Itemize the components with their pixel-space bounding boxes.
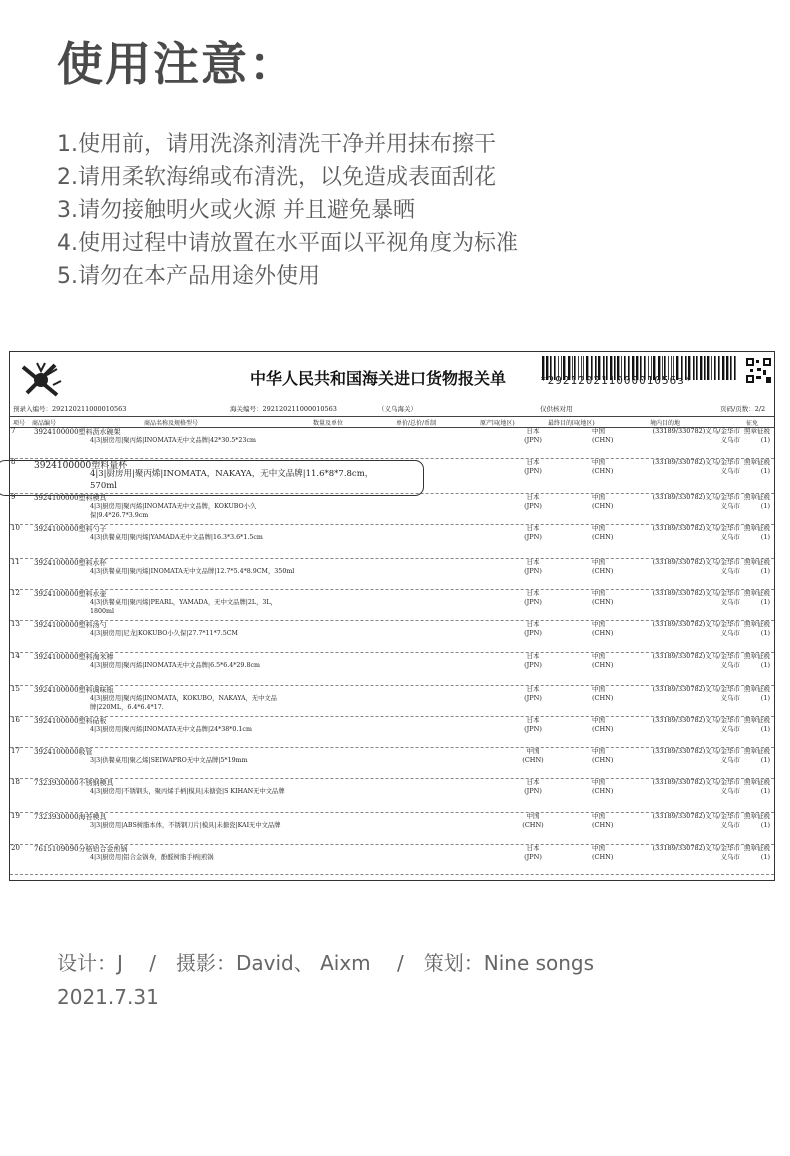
- table-row: [10, 812, 774, 845]
- table-row: [10, 589, 774, 621]
- table-row: [10, 652, 774, 686]
- table-row: [10, 493, 774, 525]
- row-code: 7323930000不锈钢模具: [34, 779, 114, 787]
- row-code: 3924100000塑料汤勺: [34, 621, 107, 629]
- row-tax: 照章征税 (1): [744, 524, 770, 541]
- row-region: (33189/330782)义乌/金华市 义乌市: [652, 747, 740, 764]
- table-row: [10, 427, 774, 459]
- row-no: 9: [11, 493, 16, 501]
- row-dest: 中国 (CHN): [592, 652, 614, 669]
- row-dest: 中国 (CHN): [592, 778, 614, 795]
- note-item: 3.请勿接触明火或火源 并且避免暴晒: [57, 198, 415, 223]
- row-dest: 中国 (CHN): [592, 558, 614, 575]
- row-origin: 中国 (CHN): [522, 812, 544, 829]
- row-dest: 中国 (CHN): [592, 812, 614, 829]
- date: 2021.7.31: [57, 985, 159, 1009]
- header-tax: 征免: [746, 420, 759, 427]
- form-title: 中华人民共和国海关进口货物报关单: [250, 369, 507, 388]
- page-title: 使用注意：: [57, 37, 297, 91]
- row-dest: 中国 (CHN): [592, 458, 614, 475]
- row-origin: 日本 (JPN): [524, 558, 542, 575]
- barcode-text: *29212021100001056з*: [540, 374, 693, 387]
- row-tax: 照章征税 (1): [744, 652, 770, 669]
- row-desc: 4|3|供餐桌用|聚丙烯|INOMATA无中文品牌|12.7*5.4*8.9CM，350ml: [90, 568, 295, 575]
- row-code: 3924100000塑料水杯: [34, 559, 107, 567]
- row-code: 3924100000塑料勺子: [34, 525, 107, 533]
- approval-note: 仅供核对用: [540, 405, 573, 413]
- row-dest: 中国 (CHN): [592, 716, 614, 733]
- row-code: 3924100000塑料砧板: [34, 717, 107, 725]
- row-no: 19: [11, 812, 20, 820]
- row-desc: 4|3|厨房用|聚丙烯|INOMATA无中文品牌|6.5*6.4*29.8cm: [90, 662, 260, 669]
- row-desc: 4|3|供餐桌用|聚丙烯|PEARL，YAMADA，无中文品牌|2L，3L，1800ml: [90, 599, 277, 615]
- note-item: 4.使用过程中请放置在水平面以平视角度为标准: [57, 231, 518, 256]
- row-region: (33189/330782)义乌/金华市 义乌市: [652, 524, 740, 541]
- note-item: 1.使用前，请用洗涤剂清洗干净并用抹布擦干: [57, 132, 496, 157]
- row-code: 3924100000塑料量杯: [34, 461, 128, 471]
- row-origin: 日本 (JPN): [524, 589, 542, 606]
- row-code: 7323930000海苔模具: [34, 813, 107, 821]
- table-row: [10, 524, 774, 559]
- row-desc: 4|3|厨房用|不锈钢头，聚丙烯手柄|模具|未搪瓷|S KIHAN无中文品牌: [90, 788, 285, 795]
- row-dest: 中国 (CHN): [592, 427, 614, 444]
- row-region: (33189/330782)义乌/金华市 义乌市: [652, 716, 740, 733]
- header-code: 商品编号: [32, 420, 57, 427]
- row-region: (33189/330782)义乌/金华市 义乌市: [652, 652, 740, 669]
- row-dest: 中国 (CHN): [592, 589, 614, 606]
- customs-declaration-form: [9, 351, 775, 881]
- row-dest: 中国 (CHN): [592, 493, 614, 510]
- header-item: 项号: [13, 420, 26, 427]
- row-tax: 照章征税 (1): [744, 558, 770, 575]
- note-item: 5.请勿在本产品用途外使用: [57, 264, 320, 289]
- row-origin: 日本 (JPN): [524, 427, 542, 444]
- row-desc: 3|3|厨房用|ABS树脂本体，不锈钢刀片|模具|未搪瓷|KAI无中文品牌: [90, 822, 281, 829]
- header-price: 单价/总价/币制: [396, 420, 437, 427]
- header-name: 商品名称及规格型号: [144, 420, 199, 427]
- row-code: 3924100000塑料沥水碗架: [34, 428, 121, 436]
- row-tax: 照章征税 (1): [744, 427, 770, 444]
- row-no: 12: [11, 589, 20, 597]
- row-tax: 照章征税 (1): [744, 844, 770, 861]
- row-origin: 日本 (JPN): [524, 716, 542, 733]
- row-desc: 4|3|厨房用|聚丙烯|INOMATA无中文品牌|24*38*0.1cm: [90, 726, 252, 733]
- row-region: (33189/330782)义乌/金华市 义乌市: [652, 620, 740, 637]
- customs-number: 海关编号：292120211000010563: [230, 405, 337, 413]
- row-no: 20: [11, 844, 20, 852]
- table-row: [10, 685, 774, 717]
- header-origin: 原产国(地区): [480, 420, 515, 427]
- row-desc: 4|3|厨房用|铝合金锅身，酚醛树脂手柄|煎锅: [90, 854, 214, 861]
- table-row: [10, 716, 774, 748]
- row-tax: 照章征税 (1): [744, 589, 770, 606]
- table-row: [10, 558, 774, 590]
- table-row: [10, 620, 774, 653]
- row-desc: 3|3|供餐桌用|聚乙烯|SEIWAPRO无中文品牌|5*19mm: [90, 757, 248, 764]
- row-tax: 照章征税 (1): [744, 685, 770, 702]
- row-tax: 照章征税 (1): [744, 747, 770, 764]
- row-origin: 中国 (CHN): [522, 747, 544, 764]
- row-tax: 照章征税 (1): [744, 493, 770, 510]
- row-tax: 照章征税 (1): [744, 458, 770, 475]
- header-qty: 数量及单位: [313, 420, 344, 427]
- row-region: (33189/330782)义乌/金华市 义乌市: [652, 778, 740, 795]
- row-no: 16: [11, 716, 20, 724]
- table-row: [10, 747, 774, 779]
- row-region: (33189/330782)义乌/金华市 义乌市: [652, 493, 740, 510]
- row-origin: 日本 (JPN): [524, 652, 542, 669]
- row-code: 3924100000吸管: [34, 748, 93, 756]
- row-no: 7: [11, 427, 16, 435]
- page-count: 页码/页数：2/2: [720, 405, 766, 413]
- row-no: 10: [11, 524, 20, 532]
- row-dest: 中国 (CHN): [592, 685, 614, 702]
- customs-port: （义乌海关）: [378, 405, 417, 413]
- row-desc: 4|3|厨房用|聚丙烯|INOMATA无中文品牌|42*30.5*23cm: [90, 437, 256, 444]
- row-tax: 照章征税 (1): [744, 716, 770, 733]
- row-origin: 日本 (JPN): [524, 778, 542, 795]
- row-origin: 日本 (JPN): [524, 493, 542, 510]
- usage-notes: [57, 128, 518, 293]
- row-origin: 日本 (JPN): [524, 620, 542, 637]
- row-tax: 照章征税 (1): [744, 812, 770, 829]
- row-code: 7615109090分格铝合金煎锅: [34, 845, 128, 853]
- pre-entry-number: 预录入编号：292120211000010563: [13, 405, 127, 413]
- row-desc: 4|3|厨房用|聚丙烯|INOMATA，NAKAYA，无中文品牌|11.6*8*7.8cm，570ml: [90, 469, 374, 491]
- row-region: (33189/330782)义乌/金华市 义乌市: [652, 427, 740, 444]
- credits: 设计：J / 摄影：David、 Aixm / 策划：Nine songs: [57, 951, 595, 975]
- row-dest: 中国 (CHN): [592, 844, 614, 861]
- row-origin: 日本 (JPN): [524, 685, 542, 702]
- header-domestic: 境内目的地: [650, 420, 681, 427]
- row-no: 13: [11, 620, 20, 628]
- qr-code-icon: [746, 358, 771, 383]
- row-code: 3924100000塑料调味瓶: [34, 686, 114, 694]
- row-dest: 中国 (CHN): [592, 747, 614, 764]
- row-code: 3924100000塑料水壶: [34, 590, 107, 598]
- row-region: (33189/330782)义乌/金华市 义乌市: [652, 458, 740, 475]
- row-tax: 照章征税 (1): [744, 620, 770, 637]
- note-item: 2.请用柔软海绵或布清洗，以免造成表面刮花: [57, 165, 496, 190]
- row-origin: 日本 (JPN): [524, 524, 542, 541]
- customs-emblem-icon: [17, 359, 65, 399]
- row-dest: 中国 (CHN): [592, 524, 614, 541]
- row-desc: 4|3|厨房用|聚丙烯|INOMATA无中文品牌，KOKUBO小久保|9.4*26.7*3.9cm: [90, 503, 257, 519]
- row-origin: 日本 (JPN): [524, 844, 542, 861]
- row-tax: 照章征税 (1): [744, 778, 770, 795]
- row-dest: 中国 (CHN): [592, 620, 614, 637]
- row-region: (33189/330782)义乌/金华市 义乌市: [652, 685, 740, 702]
- highlight-outline: [0, 460, 424, 496]
- row-region: (33189/330782)义乌/金华市 义乌市: [652, 812, 740, 829]
- table-row: [10, 778, 774, 813]
- row-region: (33189/330782)义乌/金华市 义乌市: [652, 844, 740, 861]
- row-no: 15: [11, 685, 20, 693]
- row-no: 14: [11, 652, 20, 660]
- row-code: 3924100000塑料淘米棒: [34, 653, 114, 661]
- row-origin: 日本 (JPN): [524, 458, 542, 475]
- table-row: [10, 844, 774, 875]
- row-desc: 4|3|厨房用|聚丙烯|INOMATA，KOKUBO，NAKAYA，无中文品牌|220ML，6.4*6.4*17.: [90, 695, 277, 711]
- row-no: 11: [11, 558, 20, 566]
- row-code: 3924100000塑料模具: [34, 494, 107, 502]
- row-region: (33189/330782)义乌/金华市 义乌市: [652, 589, 740, 606]
- row-no: 8: [11, 458, 16, 466]
- row-no: 18: [11, 778, 20, 786]
- row-desc: 4|3|供餐桌用|聚丙烯|YAMADA无中文品牌|16.3*3.6*1.5cm: [90, 534, 263, 541]
- header-dest: 最终目的国(地区): [548, 420, 595, 427]
- row-region: (33189/330782)义乌/金华市 义乌市: [652, 558, 740, 575]
- row-desc: 4|3|厨房用|尼龙|KOKUBO小久保|27.7*11*7.5CM: [90, 630, 238, 637]
- row-no: 17: [11, 747, 20, 755]
